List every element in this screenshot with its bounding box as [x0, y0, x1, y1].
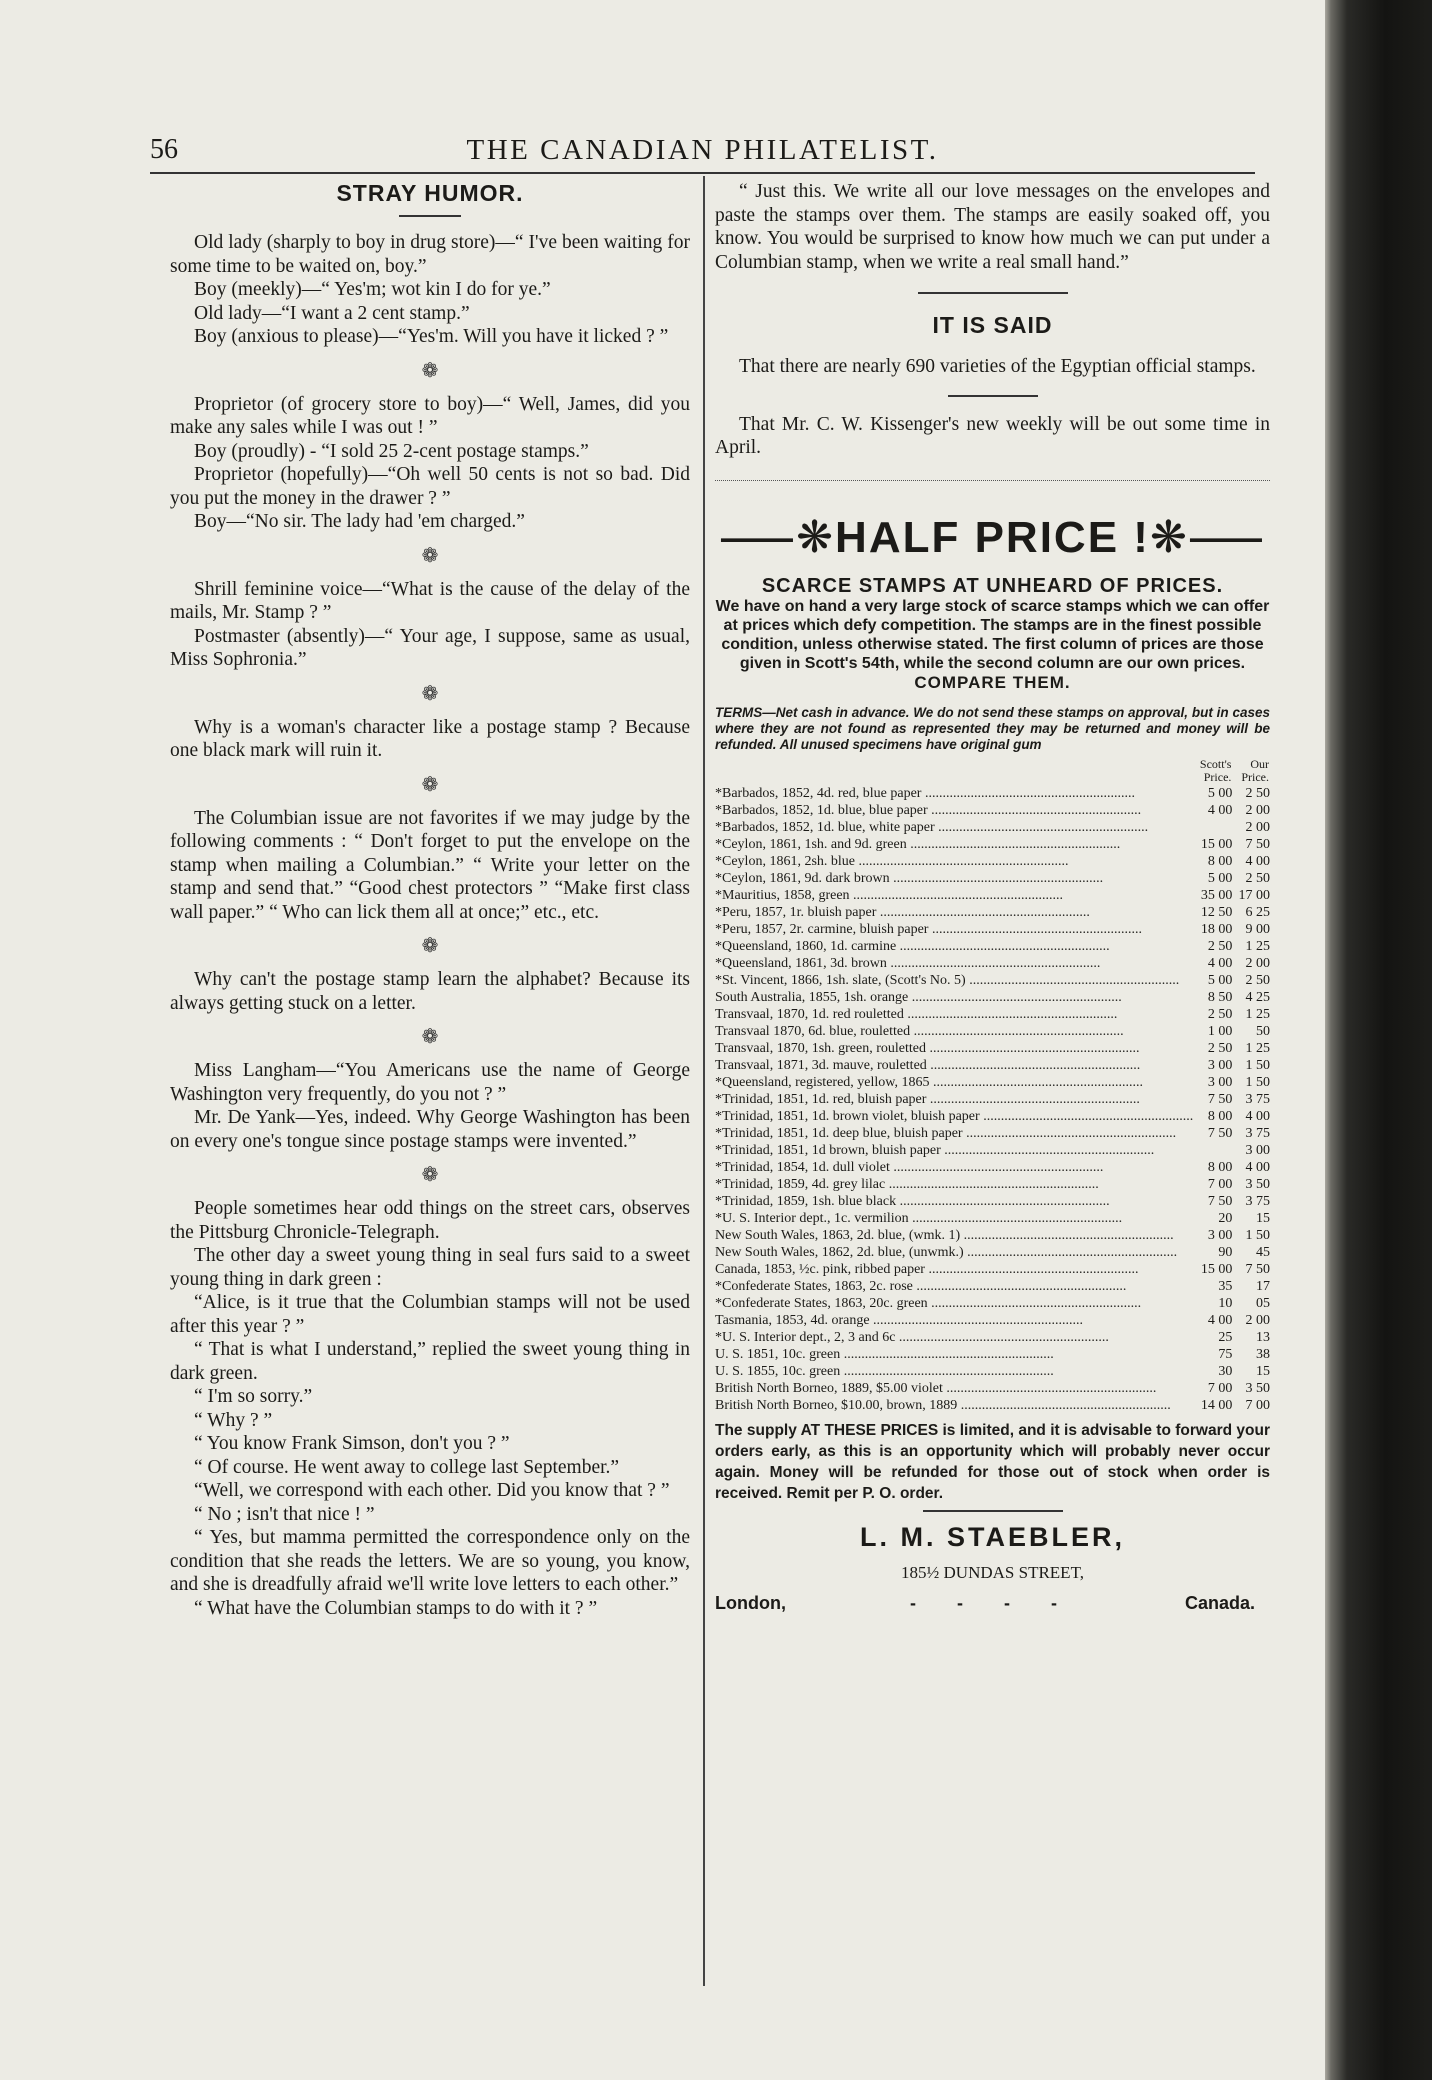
header-rule — [150, 172, 1255, 174]
price-item: *Confederate States, 1863, 20c. green ............................................................ — [715, 1295, 1142, 1311]
price-row — [715, 1261, 1270, 1278]
price-item: U. S. 1851, 10c. green ............................................................ — [715, 1346, 1054, 1362]
scott-price-header: Scott's Price. — [1199, 756, 1232, 784]
price-item: *Ceylon, 1861, 2sh. blue ............................................................ — [715, 853, 1069, 869]
seller-name: L. M. STAEBLER, — [860, 1521, 1125, 1552]
column-divider — [703, 176, 705, 1986]
seller-street: 185½ DUNDAS STREET, — [901, 1562, 1084, 1582]
our-price: 1 50 — [1245, 1227, 1270, 1243]
scott-price: 5 00 — [1207, 785, 1233, 801]
our-price: 2 00 — [1245, 819, 1270, 835]
our-price: 2 00 — [1245, 955, 1270, 971]
stray-humor-heading: STRAY HUMOR. — [336, 180, 524, 206]
scott-price: 75 — [1218, 1346, 1233, 1362]
price-row — [715, 1380, 1270, 1397]
scott-price: 7 50 — [1207, 1125, 1233, 1141]
our-price: 17 — [1256, 1278, 1270, 1294]
joke-paragraph: The other day a sweet young thing in seal furs said to a sweet young thing in dark green : — [170, 1245, 690, 1290]
price-item: Transvaal, 1870, 1sh. green, rouletted ............................................................ — [715, 1040, 1140, 1056]
scott-price: 35 — [1218, 1278, 1233, 1294]
price-row — [715, 836, 1270, 853]
our-price-header: Our Price. — [1241, 756, 1269, 784]
price-row — [715, 1125, 1270, 1142]
page-number: 56 — [150, 134, 178, 165]
advert-rule — [715, 480, 1270, 481]
our-price: 3 75 — [1245, 1125, 1270, 1141]
price-item: Canada, 1853, ½c. pink, ribbed paper ............................................................ — [715, 1261, 1139, 1277]
joke-paragraph: The Columbian issue are not favorites if we may judge by the following comments : “ Don't forget to put the envelope on the stamp when mailing a Columbian.” “ Write your letter on the stamp and send that.” “Good chest protectors ” “Make first class wall paper.” “ Who can lick them all at once;” etc., etc. — [170, 807, 690, 923]
our-price: 3 00 — [1245, 1142, 1270, 1158]
price-row — [715, 904, 1270, 921]
advert-compare: COMPARE THEM. — [914, 672, 1071, 692]
our-price: 13 — [1256, 1329, 1270, 1345]
price-list-table — [715, 757, 1270, 1414]
price-table-header — [715, 757, 1270, 785]
our-price: 6 25 — [1245, 904, 1270, 920]
scott-price: 8 00 — [1207, 1159, 1233, 1175]
price-row — [715, 802, 1270, 819]
our-price: 7 50 — [1245, 1261, 1270, 1277]
scott-price: 3 00 — [1207, 1074, 1233, 1090]
our-price: 1 25 — [1245, 1040, 1270, 1056]
price-row — [715, 1074, 1270, 1091]
our-price: 17 00 — [1238, 887, 1270, 903]
joke-paragraph: Boy (proudly) - “I sold 25 2-cent postage stamps.” — [194, 440, 589, 462]
scott-price: 7 00 — [1207, 1380, 1233, 1396]
our-price: 1 50 — [1245, 1074, 1270, 1090]
our-price: 3 75 — [1245, 1193, 1270, 1209]
price-item: *Trinidad, 1851, 1d brown, bluish paper ............................................................ — [715, 1142, 1155, 1158]
seller-city: London, — [715, 1592, 786, 1613]
scott-price: 14 00 — [1200, 1397, 1233, 1413]
price-item: New South Wales, 1863, 2d. blue, (wmk. 1) ............................................................ — [715, 1227, 1174, 1243]
our-price: 3 75 — [1245, 1091, 1270, 1107]
joke-paragraph: “ What have the Columbian stamps to do with it ? ” — [194, 1597, 598, 1619]
joke-paragraph: Shrill feminine voice—“What is the cause of the delay of the mails, Mr. Stamp ? ” — [170, 578, 690, 623]
price-row — [715, 1363, 1270, 1380]
joke-paragraph: “ Why ? ” — [194, 1409, 273, 1431]
price-item: *Peru, 1857, 1r. bluish paper ............................................................ — [715, 904, 1090, 920]
joke-paragraph: Why is a woman's character like a postage stamp ? Because one black mark will ruin it. — [170, 716, 690, 761]
half-price-advertisement — [715, 480, 1270, 1619]
price-row — [715, 1159, 1270, 1176]
scott-price: 4 00 — [1207, 955, 1233, 971]
our-price: 4 00 — [1245, 1108, 1270, 1124]
our-price: 50 — [1256, 1023, 1270, 1039]
price-item: *Mauritius, 1858, green ............................................................ — [715, 887, 1064, 903]
price-item: South Australia, 1855, 1sh. orange ............................................................ — [715, 989, 1122, 1005]
price-row — [715, 870, 1270, 887]
price-item: *Peru, 1857, 2r. carmine, bluish paper ............................................................ — [715, 921, 1142, 937]
price-row — [715, 1295, 1270, 1312]
scott-price: 15 00 — [1200, 1261, 1233, 1277]
scott-price: 8 00 — [1207, 853, 1233, 869]
scott-price — [1193, 819, 1232, 836]
item-rule — [948, 395, 1038, 397]
price-row — [715, 1346, 1270, 1363]
price-row — [715, 887, 1270, 904]
price-item: Transvaal, 1871, 3d. mauve, rouletted ............................................................ — [715, 1057, 1141, 1073]
price-item: *U. S. Interior dept., 2, 3 and 6c ............................................................ — [715, 1329, 1109, 1345]
price-item: *U. S. Interior dept., 1c. vermilion ............................................................ — [715, 1210, 1123, 1226]
it-is-said-item: That there are nearly 690 varieties of the Egyptian official stamps. — [739, 356, 1256, 377]
scott-price: 2 50 — [1207, 938, 1233, 954]
scott-price: 4 00 — [1207, 802, 1233, 818]
joke-paragraph: Proprietor (of grocery store to boy)—“ Well, James, did you make any sales while I was out ! ” — [170, 393, 690, 438]
price-table-body — [715, 785, 1270, 1414]
scott-price: 15 00 — [1200, 836, 1233, 852]
seller-country: Canada. — [1184, 1592, 1255, 1613]
price-row — [715, 1176, 1270, 1193]
advert-subtitle: SCARCE STAMPS AT UNHEARD OF PRICES. — [761, 574, 1224, 597]
price-item: British North Borneo, $10.00, brown, 1889 ............................................................ — [715, 1397, 1171, 1413]
our-price: 4 25 — [1245, 989, 1270, 1005]
price-item: New South Wales, 1862, 2d. blue, (unwmk.) ............................................................ — [715, 1244, 1178, 1260]
scott-price: 90 — [1218, 1244, 1233, 1260]
ornament-icon: ❁ — [421, 682, 439, 705]
price-row — [715, 1193, 1270, 1210]
price-row — [715, 1397, 1270, 1414]
joke-paragraph: “ No ; isn't that nice ! ” — [194, 1503, 375, 1525]
jokes-list — [170, 231, 690, 1620]
price-row — [715, 1278, 1270, 1295]
our-price: 2 50 — [1245, 785, 1270, 801]
price-row — [715, 1227, 1270, 1244]
joke-paragraph: Old lady (sharply to boy in drug store)—“ I've been waiting for some time to be waited on, boy.” — [170, 232, 690, 277]
joke-paragraph: Mr. De Yank—Yes, indeed. Why George Washington has been on every one's tongue since postage stamps were invented.” — [170, 1107, 690, 1152]
price-item: U. S. 1855, 10c. green ............................................................ — [715, 1363, 1054, 1379]
price-item: *Trinidad, 1859, 1sh. blue black ............................................................ — [715, 1193, 1110, 1209]
our-price: 2 00 — [1245, 1312, 1270, 1328]
joke-paragraph: Proprietor (hopefully)—“Oh well 50 cents is not so bad. Did you put the money in the drawer ? ” — [170, 464, 690, 509]
price-item: *Queensland, 1860, 1d. carmine ............................................................ — [715, 938, 1110, 954]
our-price: 4 00 — [1245, 1159, 1270, 1175]
heading-rule — [399, 215, 461, 217]
price-item: *Barbados, 1852, 1d. blue, white paper ............................................................ — [715, 819, 1149, 835]
our-price: 4 00 — [1245, 853, 1270, 869]
our-price: 05 — [1256, 1295, 1270, 1311]
our-price: 7 00 — [1245, 1397, 1270, 1413]
our-price: 2 50 — [1245, 972, 1270, 988]
it-is-said-heading: IT IS SAID — [932, 312, 1053, 338]
ornament-icon: ❁ — [421, 1026, 439, 1048]
price-item: *Trinidad, 1851, 1d. deep blue, bluish paper ............................................................ — [715, 1125, 1177, 1141]
section-rule — [918, 292, 1068, 294]
scott-price: 12 50 — [1200, 904, 1233, 920]
joke-paragraph: “ I'm so sorry.” — [194, 1386, 313, 1407]
left-column — [170, 180, 690, 1620]
our-price: 2 00 — [1245, 802, 1270, 818]
scott-price: 35 00 — [1200, 887, 1233, 903]
our-price: 1 25 — [1245, 938, 1270, 954]
journal-title: THE CANADIAN PHILATELIST. — [466, 134, 939, 166]
scott-price: 18 00 — [1200, 921, 1233, 937]
scan-edge-shadow — [1325, 0, 1432, 2080]
our-price: 2 50 — [1245, 870, 1270, 886]
our-price: 3 50 — [1245, 1380, 1270, 1396]
price-item: British North Borneo, 1889, $5.00 violet ............................................................ — [715, 1380, 1157, 1396]
price-item: *Queensland, registered, yellow, 1865 ............................................................ — [715, 1074, 1143, 1090]
our-price: 15 — [1256, 1363, 1270, 1379]
scott-price: 7 50 — [1207, 1193, 1233, 1209]
story-continuation: “ Just this. We write all our love messages on the envelopes and paste the stamps over them. The stamps are easily soaked off, you know. You would be surprised to know how much we can put under a Columbian stamp, when we write a real small hand.” — [715, 181, 1270, 273]
seller-rule — [923, 1510, 1063, 1512]
advert-intro: We have on hand a very large stock of scarce stamps which we can offer at prices which defy competition. The stamps are in the finest possible condition, unless otherwise stated. The first column of prices are those given in Scott's 54th, while the second column are our own prices. — [715, 597, 1270, 672]
price-row — [715, 785, 1270, 802]
price-row — [715, 819, 1270, 836]
price-row — [715, 972, 1270, 989]
price-row — [715, 1006, 1270, 1023]
joke-paragraph: “ You know Frank Simson, don't you ? ” — [194, 1433, 510, 1454]
right-column — [715, 180, 1270, 1619]
seller-city-line — [715, 1593, 1270, 1619]
it-is-said-item: That Mr. C. W. Kissenger's new weekly will be out some time in April. — [715, 413, 1270, 458]
joke-paragraph: Miss Langham—“You Americans use the name of George Washington very frequently, do you not ? ” — [170, 1060, 690, 1105]
price-item: *Barbados, 1852, 4d. red, blue paper ............................................................ — [715, 785, 1135, 801]
scott-price: 2 50 — [1207, 1006, 1233, 1022]
right-flourish-icon: ❋⸺ — [1149, 512, 1266, 562]
scott-price: 5 00 — [1207, 870, 1233, 886]
price-row — [715, 938, 1270, 955]
price-row — [715, 1244, 1270, 1261]
price-item: *Trinidad, 1859, 4d. grey lilac ............................................................ — [715, 1176, 1099, 1192]
seller-dots: - - - - — [910, 1592, 1075, 1613]
price-item: *Queensland, 1861, 3d. brown ............................................................ — [715, 955, 1101, 971]
our-price: 3 50 — [1245, 1176, 1270, 1192]
our-price: 7 50 — [1245, 836, 1270, 852]
scott-price: 7 50 — [1207, 1091, 1233, 1107]
price-row — [715, 1108, 1270, 1125]
scott-price: 3 00 — [1207, 1057, 1233, 1073]
price-row — [715, 921, 1270, 938]
joke-paragraph: “ That is what I understand,” replied the sweet young thing in dark green. — [170, 1339, 690, 1384]
joke-paragraph: “Alice, is it true that the Columbian stamps will not be used after this year ? ” — [170, 1292, 690, 1337]
joke-paragraph: “ Yes, but mamma permitted the correspondence only on the condition that she reads the letters. We are so young, you know, and she is dreadfully afraid we'll write love letters to each other.” — [170, 1527, 690, 1595]
ornament-icon: ❁ — [421, 773, 439, 796]
scott-price — [1193, 1142, 1232, 1159]
price-item: *Trinidad, 1854, 1d. dull violet ............................................................ — [715, 1159, 1104, 1175]
joke-paragraph: People sometimes hear odd things on the street cars, observes the Pittsburg Chronicle-Telegraph. — [170, 1198, 690, 1243]
price-row — [715, 955, 1270, 972]
price-item: *Ceylon, 1861, 9d. dark brown ............................................................ — [715, 870, 1104, 886]
scott-price: 10 — [1218, 1295, 1233, 1311]
our-price: 9 00 — [1245, 921, 1270, 937]
joke-paragraph: Boy (meekly)—“ Yes'm; wot kin I do for ye.” — [194, 279, 551, 300]
price-item: *Barbados, 1852, 1d. blue, blue paper ............................................................ — [715, 802, 1142, 818]
advert-title: ⸺❋HALF PRICE !❋⸺ — [719, 512, 1266, 562]
price-row — [715, 1023, 1270, 1040]
price-item: *Confederate States, 1863, 2c. rose ............................................................ — [715, 1278, 1127, 1294]
scott-price: 8 00 — [1207, 1108, 1233, 1124]
joke-paragraph: “Well, we correspond with each other. Did you know that ? ” — [194, 1480, 670, 1501]
price-row — [715, 1312, 1270, 1329]
ornament-icon: ❁ — [421, 359, 439, 382]
our-price: 15 — [1256, 1210, 1270, 1226]
scott-price: 20 — [1218, 1210, 1233, 1226]
ornament-icon: ❁ — [421, 544, 439, 567]
our-price: 1 50 — [1245, 1057, 1270, 1073]
price-row — [715, 853, 1270, 870]
scott-price: 2 50 — [1207, 1040, 1233, 1056]
joke-paragraph: Boy (anxious to please)—“Yes'm. Will you have it licked ? ” — [194, 326, 669, 347]
joke-paragraph: Boy—“No sir. The lady had 'em charged.” — [194, 511, 525, 532]
scott-price: 3 00 — [1207, 1227, 1233, 1243]
price-row — [715, 1142, 1270, 1159]
scott-price: 25 — [1218, 1329, 1233, 1345]
ornament-icon: ❁ — [421, 935, 439, 957]
scott-price: 8 50 — [1207, 989, 1233, 1005]
price-item: Transvaal, 1870, 1d. red rouletted ............................................................ — [715, 1006, 1118, 1022]
left-flourish-icon: ⸺❋ — [719, 512, 836, 562]
our-price: 38 — [1256, 1346, 1270, 1362]
advert-supply-notice: The supply AT THESE PRICES is limited, and it is advisable to forward your orders early, as this is an opportunity which will probably never occur again. Money will be refunded for those out of stock when order is received. Remit per P. O. order. — [715, 1421, 1270, 1502]
joke-paragraph: Postmaster (absently)—“ Your age, I suppose, same as usual, Miss Sophronia.” — [170, 625, 690, 670]
our-price: 45 — [1256, 1244, 1270, 1260]
scott-price: 1 00 — [1207, 1023, 1233, 1039]
price-item: *Trinidad, 1851, 1d. red, bluish paper ............................................................ — [715, 1091, 1140, 1107]
price-item: Tasmania, 1853, 4d. orange ............................................................ — [715, 1312, 1084, 1328]
price-row — [715, 1091, 1270, 1108]
scott-price: 5 00 — [1207, 972, 1233, 988]
price-item: *Ceylon, 1861, 1sh. and 9d. green ............................................................ — [715, 836, 1121, 852]
price-row — [715, 1057, 1270, 1074]
price-row — [715, 989, 1270, 1006]
scott-price: 30 — [1218, 1363, 1233, 1379]
joke-paragraph: Old lady—“I want a 2 cent stamp.” — [194, 302, 470, 324]
our-price: 1 25 — [1245, 1006, 1270, 1022]
price-item: Transvaal 1870, 6d. blue, rouletted ............................................................ — [715, 1023, 1124, 1039]
price-item: *Trinidad, 1851, 1d. brown violet, bluish paper ............................................................ — [715, 1108, 1194, 1124]
joke-paragraph: “ Of course. He went away to college last September.” — [194, 1456, 620, 1478]
advert-terms: TERMS—Net cash in advance. We do not send these stamps on approval, but in cases where they are not found as represented they may be returned and money will be refunded. All unused specimens have original gum — [715, 704, 1270, 752]
price-row — [715, 1329, 1270, 1346]
page-header — [150, 130, 1255, 166]
scott-price: 4 00 — [1207, 1312, 1233, 1328]
price-row — [715, 1040, 1270, 1057]
ornament-icon: ❁ — [421, 1164, 439, 1186]
joke-paragraph: Why can't the postage stamp learn the alphabet? Because its always getting stuck on a letter. — [170, 969, 690, 1014]
scott-price: 7 00 — [1207, 1176, 1233, 1192]
price-item: *St. Vincent, 1866, 1sh. slate, (Scott's No. 5) ............................................................ — [715, 972, 1180, 988]
price-row — [715, 1210, 1270, 1227]
